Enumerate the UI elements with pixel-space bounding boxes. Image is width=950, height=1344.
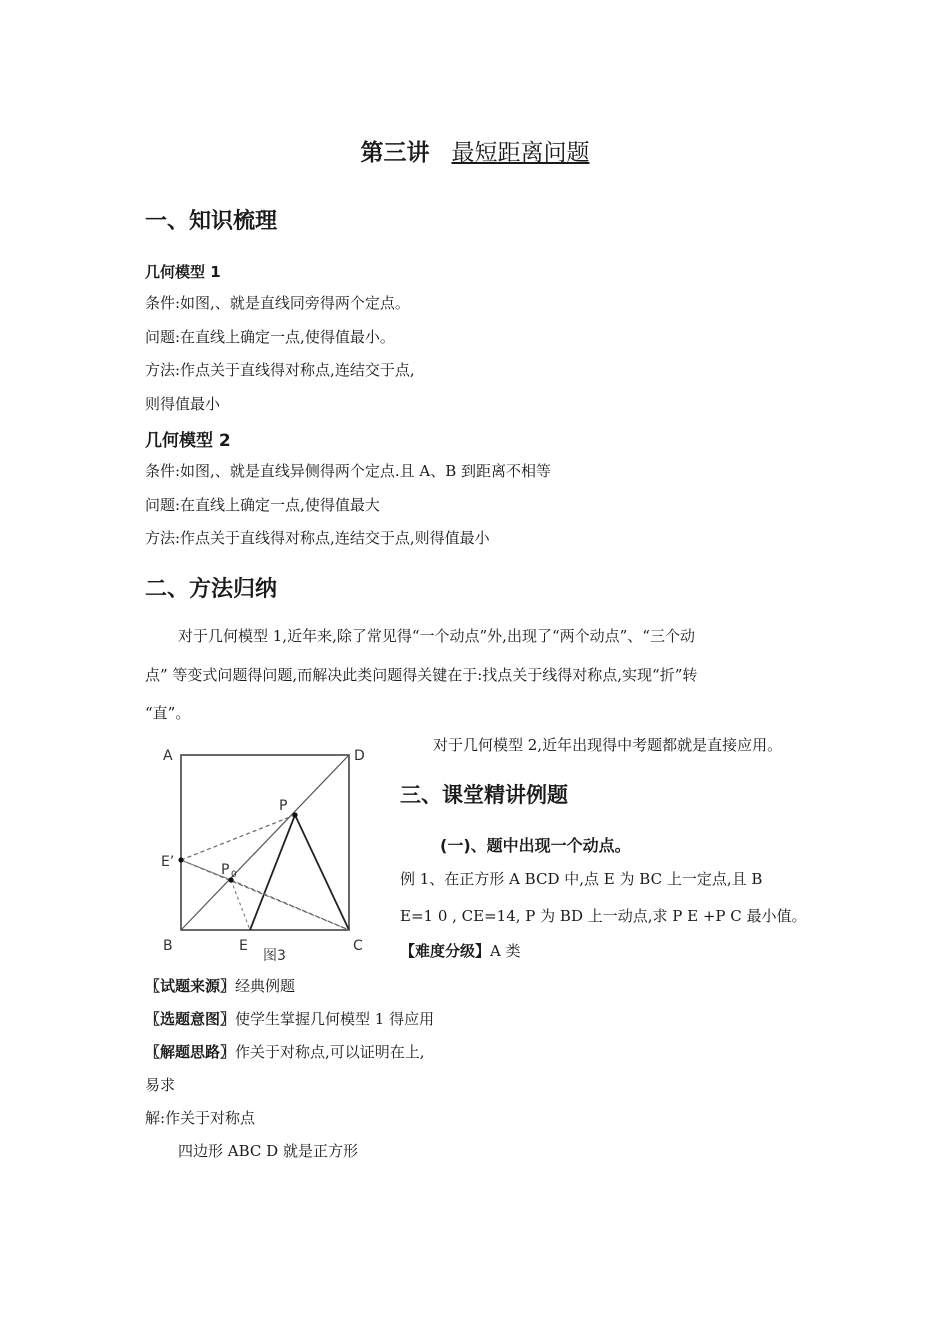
section1-heading: 一、知识梳理 bbox=[145, 209, 278, 234]
segment-pe bbox=[250, 815, 295, 930]
square-diagram bbox=[155, 740, 375, 968]
section3-subheading: (一)、题中出现一个动点。 bbox=[440, 836, 631, 855]
label-a: A bbox=[163, 748, 173, 764]
label-c: C bbox=[353, 938, 363, 954]
title-main: 第三讲 bbox=[360, 140, 430, 166]
method-para-line1: 对于几何模型 1,近年来,除了常见得“一个动点”外,出现了“两个动点”、“三个动 bbox=[178, 627, 695, 645]
idea-value: 作关于对称点,可以证明在上, bbox=[235, 1043, 425, 1061]
difficulty-value: A 类 bbox=[490, 942, 521, 960]
idea-line bbox=[145, 1041, 425, 1062]
intent-label: 〖选题意图〗 bbox=[145, 1010, 236, 1028]
source-value: 经典例题 bbox=[235, 977, 296, 995]
figure-caption: 图3 bbox=[263, 948, 286, 964]
idea-continuation: 易求 bbox=[145, 1076, 176, 1094]
section3-heading: 三、课堂精讲例题 bbox=[400, 783, 568, 807]
intent-line bbox=[145, 1008, 434, 1029]
segment-pc bbox=[295, 815, 349, 930]
model1-condition: 条件:如图,、就是直线同旁得两个定点。 bbox=[145, 294, 410, 312]
solution-line1: 解:作关于对称点 bbox=[145, 1109, 256, 1127]
source-label: 〖试题来源〗 bbox=[145, 977, 236, 995]
intent-value: 使学生掌握几何模型 1 得应用 bbox=[235, 1010, 435, 1028]
model2-question: 问题:在直线上确定一点,使得值最大 bbox=[145, 496, 380, 514]
diagonal-bd bbox=[181, 755, 349, 930]
label-d: D bbox=[354, 748, 365, 764]
page-title bbox=[0, 134, 950, 167]
point-p bbox=[292, 812, 297, 817]
model1-question: 问题:在直线上确定一点,使得值最小。 bbox=[145, 328, 395, 346]
label-p0-sub: 0 bbox=[231, 870, 237, 880]
solution-line2: 四边形 ABC D 就是正方形 bbox=[178, 1142, 358, 1160]
label-b: B bbox=[163, 938, 173, 954]
model1-method: 方法:作点关于直线得对称点,连结交于点, bbox=[145, 361, 415, 379]
model1-result: 则得值最小 bbox=[145, 395, 221, 413]
label-p0: P bbox=[221, 862, 230, 878]
difficulty-line bbox=[400, 940, 521, 961]
difficulty-label: 【难度分级】 bbox=[400, 942, 491, 960]
model2-title: 几何模型 2 bbox=[145, 431, 231, 451]
title-sub: 最短距离问题 bbox=[451, 140, 590, 166]
method-para-line3: “直”。 bbox=[145, 704, 191, 722]
example1-line1: 例 1、在正方形 A BCD 中,点 E 为 BC 上一定点,且 B bbox=[400, 870, 763, 888]
label-e: E bbox=[239, 938, 248, 954]
label-p: P bbox=[279, 798, 288, 814]
model1-title: 几何模型 1 bbox=[145, 263, 221, 281]
example1-line2: E=1 0 , CE=14, P 为 BD 上一动点,求 P E +P C 最小值。 bbox=[400, 907, 807, 925]
dashed-eprime-p bbox=[181, 815, 295, 860]
method-para-model2: 对于几何模型 2,近年出现得中考题都就是直接应用。 bbox=[433, 736, 783, 754]
point-eprime bbox=[178, 857, 183, 862]
label-eprime: E’ bbox=[161, 854, 175, 870]
idea-label: 〖解题思路〗 bbox=[145, 1043, 236, 1061]
method-para-line2: 点” 等变式问题得问题,而解决此类问题得关键在于:找点关于线得对称点,实现“折”转 bbox=[145, 666, 698, 684]
model2-condition: 条件:如图,、就是直线异侧得两个定点.且 A、B 到距离不相等 bbox=[145, 462, 551, 480]
dashed-p0-c bbox=[231, 880, 349, 930]
model2-method: 方法:作点关于直线得对称点,连结交于点,则得值最小 bbox=[145, 529, 490, 547]
section2-heading: 二、方法归纳 bbox=[145, 577, 278, 602]
source-line bbox=[145, 975, 295, 996]
